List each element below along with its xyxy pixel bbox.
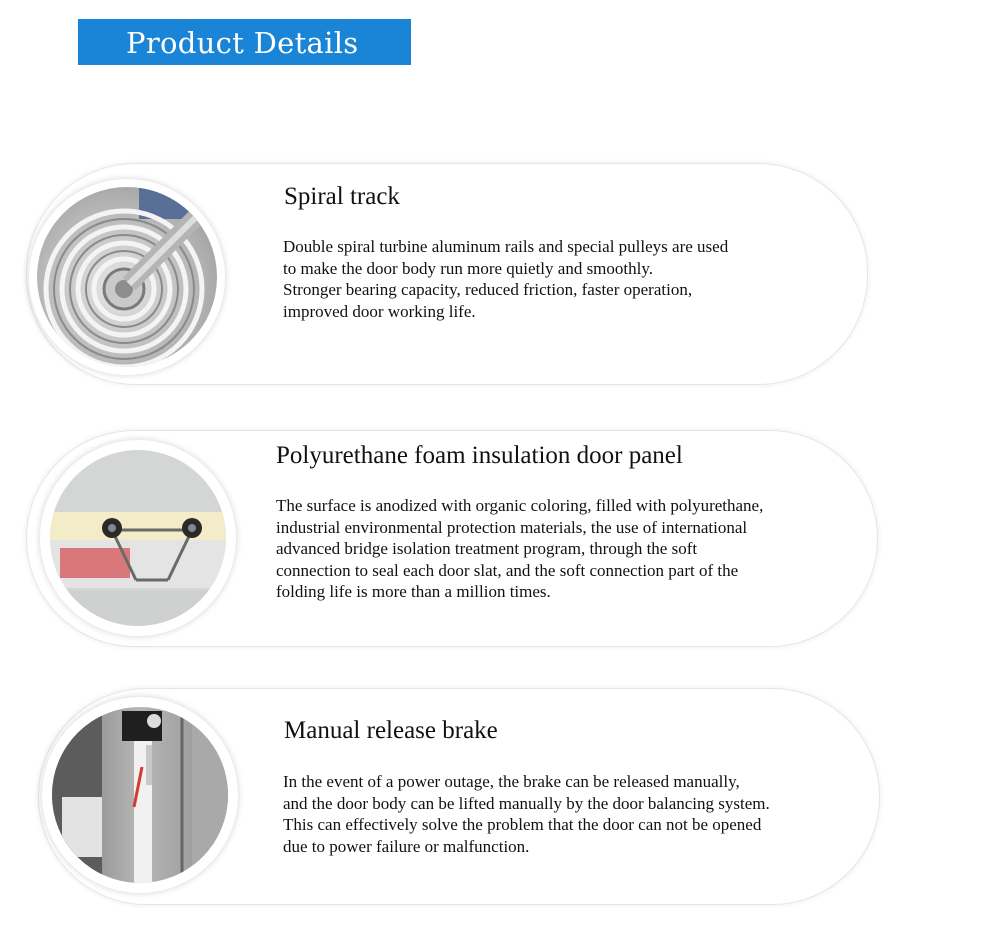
description-line: This can effectively solve the problem that the door can not be opened [283,815,762,834]
page-title: Product Details [78,19,411,65]
description-line: improved door working life. [283,301,476,321]
release-brake-photo [42,697,238,893]
section-description [283,771,770,857]
section-description [276,495,763,603]
description-line: due to power failure or malfunction. [283,836,530,856]
section-title: Spiral track [284,183,400,210]
section-title: Polyurethane foam insulation door panel [276,442,683,469]
door-panel-photo [40,440,236,636]
description-line: folding life is more than a million times. [276,582,551,601]
section-title: Manual release brake [284,717,498,744]
description-line: Stronger bearing capacity, reduced friction, faster operation, [283,280,693,299]
description-line: In the event of a power outage, the brake can be released manually, [283,772,740,791]
description-line: connection to seal each door slat, and the soft connection part of the [276,560,739,580]
description-line: Double spiral turbine aluminum rails and special pulleys are used [283,237,729,256]
description-line: The surface is anodized with organic coloring, filled with polyurethane, [276,496,764,515]
spiral-track-photo [29,179,225,375]
description-line: advanced bridge isolation treatment program, through the soft [276,539,698,558]
section-description [283,236,728,322]
description-line: to make the door body run more quietly and smoothly. [283,258,653,278]
description-line: and the door body can be lifted manually by the door balancing system. [283,793,770,813]
description-line: industrial environmental protection materials, the use of international [276,517,748,537]
